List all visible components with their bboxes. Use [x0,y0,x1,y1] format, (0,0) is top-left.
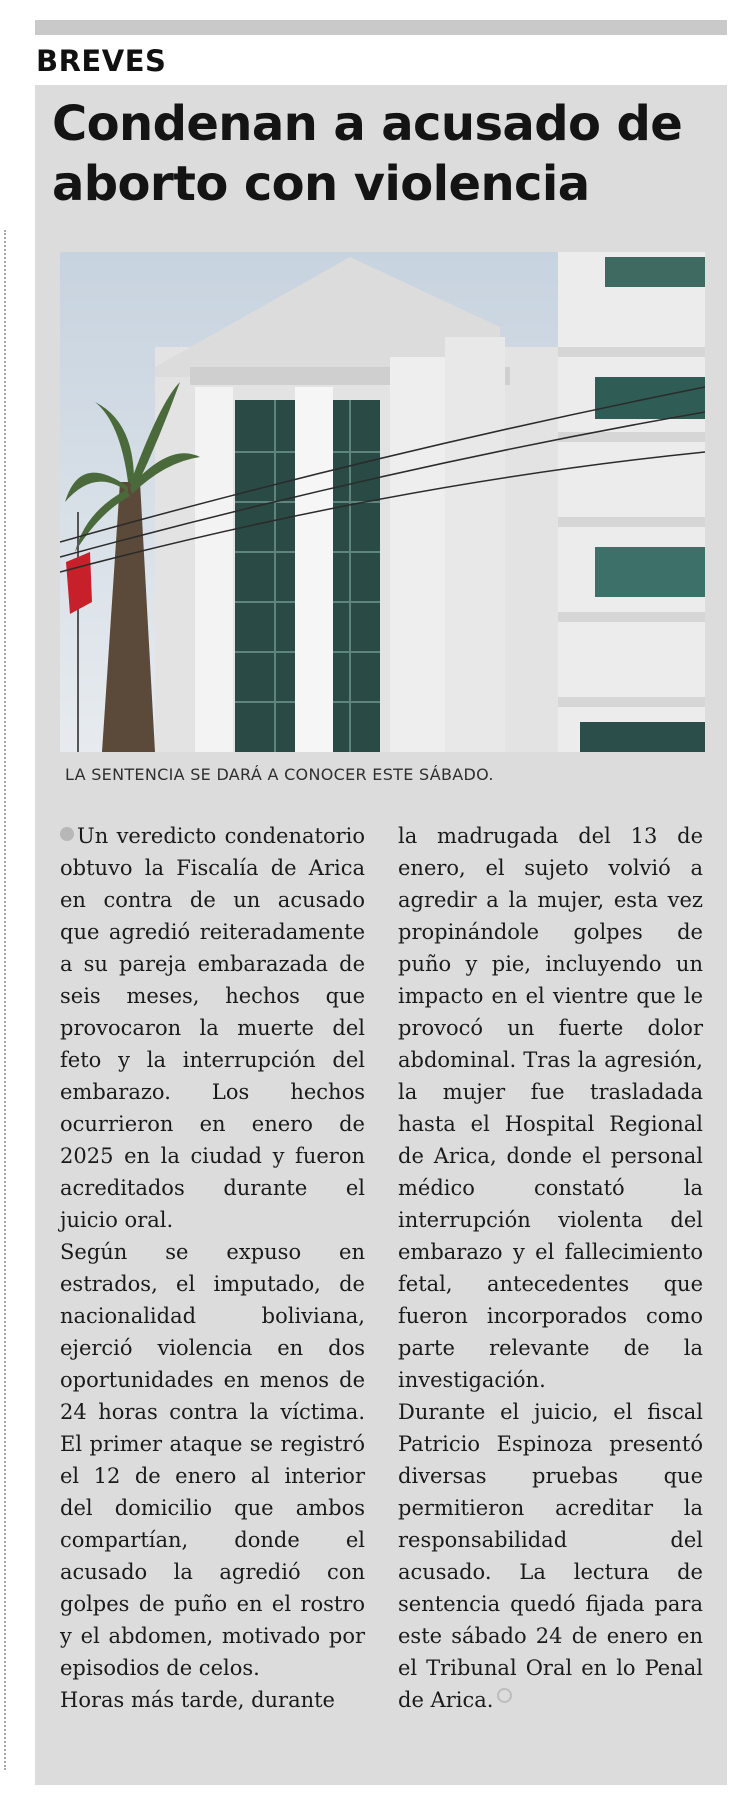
paragraph [398,1396,703,1716]
text-column-right [398,820,703,1716]
paragraph: la madrugada del 13 de enero, el sujeto volvió a agredir a la mujer, esta vez propinándole golpes de puño y pie, incluyendo un impacto en el vientre que le provocó un fuerte dolor abdominal. Tras la agresión, la mujer fue trasladada hasta el Hospital Regional de Arica, donde el personal médico constató la interrupción violenta del embarazo y el fallecimiento fetal, antecedentes que fueron incorporados como parte relevante de la investigación. [398,824,703,1392]
paragraph: Según se expuso en estrados, el imputado, de nacionalidad boliviana, ejerció violencia en dos oportunidades en menos de 24 horas contra la víctima. El primer ataque se registró el 12 de enero al interior del domicilio que ambos compartían, donde el acusado la agredió con golpes de puño en el rostro y el abdomen, motivado por episodios de celos. [60,1240,365,1680]
article-photo [60,252,705,752]
paragraph [60,820,365,1236]
paragraph: Horas más tarde, durante [60,1688,335,1712]
top-bar [35,20,727,35]
end-mark-icon [497,1688,512,1703]
column-divider [4,230,6,1770]
section-label: BREVES [36,44,167,78]
photo-caption: LA SENTENCIA SE DARÁ A CONOCER ESTE SÁBADO. [65,765,494,784]
paragraph-text: Un veredicto condenatorio obtuvo la Fiscalía de Arica en contra de un acusado que agredió reiteradamente a su pareja embarazada de seis meses, hechos que provocaron la muerte del feto y la interrupción del embarazo. Los hechos ocurrieron en enero de 2025 en la ciudad y fueron acreditados durante el juicio oral. [60,824,365,1232]
paragraph-text: Durante el juicio, el fiscal Patricio Espinoza presentó diversas pruebas que permitieron acreditar la responsabilidad del acusado. La lectura de sentencia quedó fijada para este sábado 24 de enero en el Tribunal Oral en lo Penal de Arica. [398,1400,703,1712]
text-column-left [60,820,365,1716]
bullet-icon [60,827,74,841]
headline: Condenan a acusado de aborto con violencia [52,96,683,212]
